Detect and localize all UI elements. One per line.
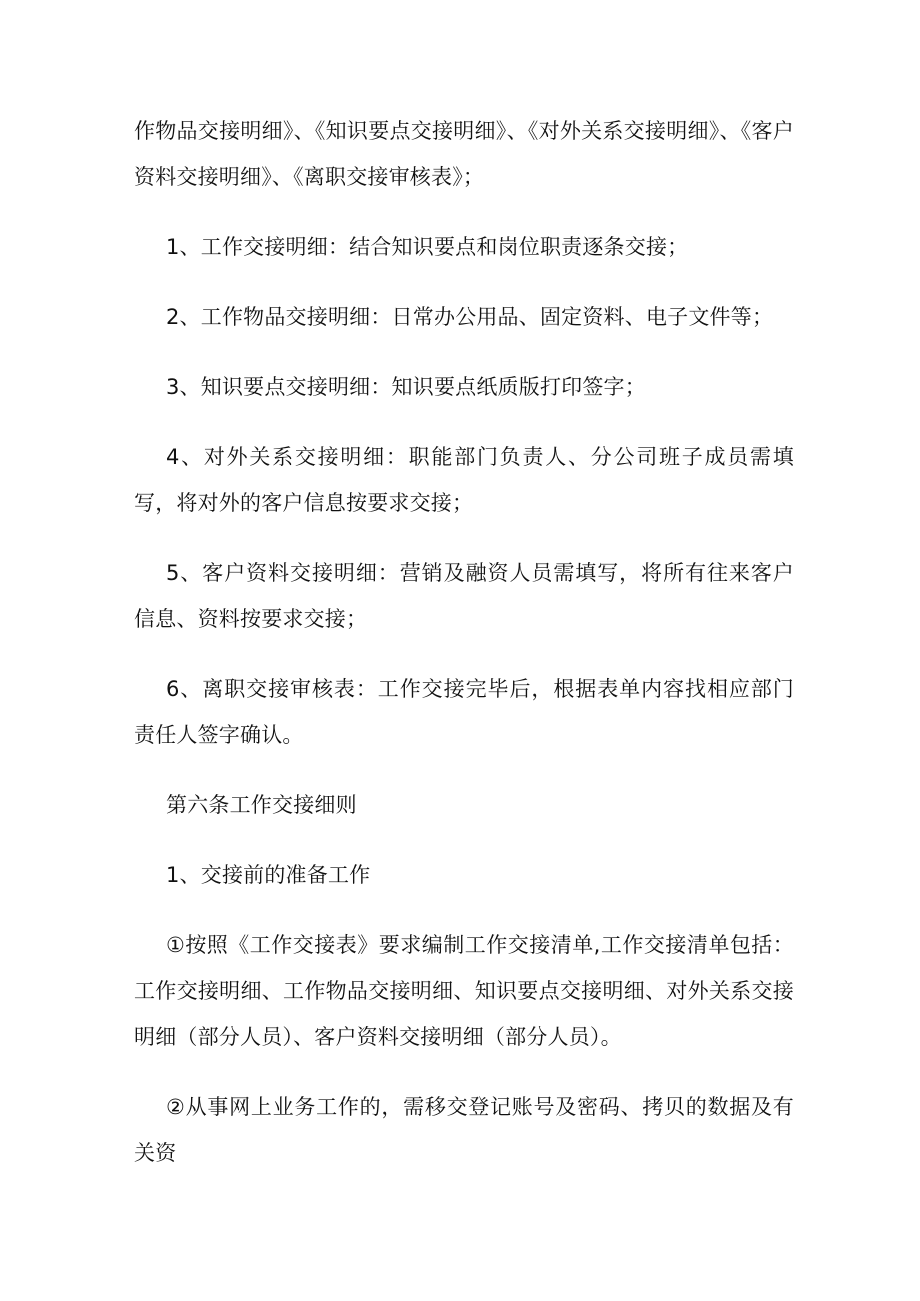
paragraph-item-3: 3、知识要点交接明细：知识要点纸质版打印签字； <box>166 375 646 399</box>
paragraph-item-2: 2、工作物品交接明细：日常办公用品、固定资料、电子文件等； <box>166 305 774 329</box>
article-heading: 第六条工作交接细则 <box>166 793 357 817</box>
section-heading: 1、交接前的准备工作 <box>166 863 371 887</box>
paragraph-point-2: ②从事网上业务工作的，需移交登记账号及密码、拷贝的数据及有关资 <box>134 1095 794 1165</box>
paragraph-item-5: 5、客户资料交接明细：营销及融资人员需填写，将所有往来客户信息、资料按要求交接； <box>134 561 794 631</box>
paragraph-point-1: ①按照《工作交接表》要求编制工作交接清单,工作交接清单包括：工作交接明细、工作物品交接明细、知识要点交接明细、对外关系交接明细（部分人员）、客户资料交接明细（部分人员）。 <box>134 933 794 1049</box>
paragraph-intro-continuation: 作物品交接明细》、《知识要点交接明细》、《对外关系交接明细》、《客户资料交接明细》、《离职交接审核表》； <box>134 119 794 189</box>
paragraph-item-6: 6、离职交接审核表：工作交接完毕后，根据表单内容找相应部门责任人签字确认。 <box>134 677 794 747</box>
document-body <box>134 108 794 1200</box>
paragraph-item-1: 1、工作交接明细：结合知识要点和岗位职责逐条交接； <box>166 235 689 259</box>
paragraph-item-4: 4、对外关系交接明细：职能部门负责人、分公司班子成员需填写，将对外的客户信息按要求交接； <box>134 445 794 515</box>
